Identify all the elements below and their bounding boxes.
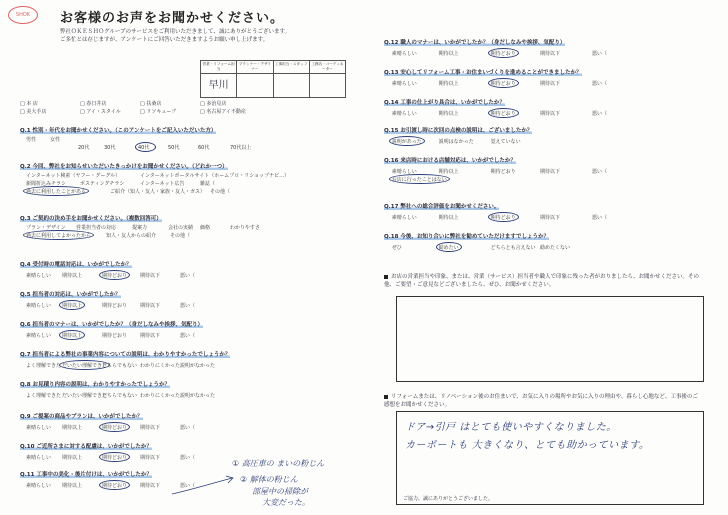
question-label: Q.8 お見積り内容の説明は、わかりやすかったでしょうか？ <box>20 382 171 388</box>
left-question-4 <box>20 290 360 298</box>
question-label: Q.13 安心してリフォーム工事・お住まいづくりを進めることができましたか？ <box>384 70 582 76</box>
answer-option[interactable]: 説明があった <box>391 139 422 145</box>
left-question-9 <box>20 442 360 450</box>
bullet-icon <box>384 395 388 399</box>
answer-option[interactable]: よく理解できた <box>26 363 62 369</box>
answer-option[interactable]: 素晴らしい <box>391 215 417 221</box>
answer-option[interactable]: 期待どおり <box>102 483 128 489</box>
answer-option[interactable]: 期待以上 <box>62 273 83 279</box>
selected-answer-circle <box>99 452 130 462</box>
left-question-6 <box>20 350 360 358</box>
answer-option[interactable]: 期待以上 <box>62 483 83 489</box>
answer-option[interactable]: 期待以下 <box>140 483 161 489</box>
answer-option[interactable]: 期待以下 <box>140 303 161 309</box>
answer-option[interactable]: 女性 <box>50 137 61 143</box>
answer-option[interactable]: 期待どおり <box>102 425 128 431</box>
question-label: Q.7 担当者による弊社の事業内容についての説明は、わかりやすかったでしょうか？ <box>20 352 231 358</box>
comment-handwriting-line-2: カーポートも 大きくなり、とても助かっています。 <box>405 440 650 451</box>
answer-option[interactable]: 会社の実績 <box>168 225 194 231</box>
question-label: Q.5 担当者の対応は、いかがでしたか？ <box>20 292 121 298</box>
answer-option[interactable]: 悪い（ <box>180 303 196 309</box>
shop-checkbox[interactable]: □ 扶桑店 <box>140 100 200 108</box>
staff-signature: 早川 <box>201 74 237 98</box>
shop-checkbox[interactable]: □ 多治見店 <box>200 100 280 108</box>
question-label: Q.12 職人のマナーは、いかがでしたか？（身だしなみや挨拶、気配り） <box>384 40 566 46</box>
question-label: Q.1 性別・年代をお聞かせください。（このアンケートをご記入いただいた方） <box>20 128 217 134</box>
answer-option[interactable]: 素晴らしい <box>26 425 52 431</box>
left-question-1 <box>20 162 360 170</box>
staff-cell <box>310 74 345 98</box>
arrow-annotation <box>170 470 240 500</box>
answer-option[interactable]: 素晴らしい <box>26 303 52 309</box>
answer-option[interactable]: 期待以上 <box>438 169 459 175</box>
received-stamp: SHOK <box>8 6 38 24</box>
answer-option[interactable]: わかりやすさ <box>230 225 261 231</box>
staff-header: 営業・リフォーム担当 <box>201 61 237 73</box>
question-label: Q.18 今後、お知り合いに弊社を勧めていただけますでしょうか？ <box>384 234 550 240</box>
thanks-text: ご協力、誠にありがとうございました。 <box>403 496 494 502</box>
answer-option[interactable]: 素晴らしい <box>26 333 52 339</box>
answer-option[interactable]: 期待以上 <box>62 303 83 309</box>
selected-answer-circle <box>59 300 85 310</box>
answer-option[interactable]: インターネット検索（ヤフー・グーグル） <box>26 173 121 179</box>
answer-option[interactable]: 悪い（ <box>592 81 608 87</box>
selected-answer-circle <box>99 270 130 280</box>
shop-checkbox[interactable]: □ アイ・スタイル <box>80 108 140 116</box>
answer-option[interactable]: 覚えていない <box>490 139 521 145</box>
answer-option[interactable]: どちらでもない <box>102 363 137 369</box>
margin-note-line-2: ② 解体の粉じん <box>240 475 298 484</box>
selected-answer-circle <box>59 330 85 340</box>
question-label: Q.11 工事中の美化・後片付けは、いかがでしたか？ <box>20 472 152 478</box>
answer-option[interactable]: 知人・友人からの紹介 <box>106 233 157 239</box>
selected-answer-circle <box>23 230 94 240</box>
answer-option[interactable]: 期待以上 <box>438 51 459 57</box>
left-question-2 <box>20 214 360 222</box>
answer-option[interactable]: 悪い（ <box>180 455 196 461</box>
answer-option[interactable]: 勧めたい <box>438 245 459 251</box>
selected-answer-circle <box>99 422 130 432</box>
answer-option[interactable]: ぜひ <box>391 245 402 251</box>
page-title: お客様のお声をお聞かせください。 <box>60 11 285 26</box>
comment-1-label: お店の営業担当や印象、または、営業（サービス）担当者や職人で印象に残った者がおりましたら、お聞かせください。その他、ご要望・ご意見などございましたら、ぜひ、お聞かせください。 <box>384 274 700 288</box>
comment-2-box[interactable] <box>396 411 704 505</box>
answer-option[interactable]: 期待以下 <box>540 111 561 117</box>
answer-option[interactable]: 期待以下 <box>140 455 161 461</box>
answer-option[interactable]: 過去に利用したことがある <box>26 189 87 195</box>
margin-note-line-4: 大変だった。 <box>262 498 310 507</box>
right-question-2 <box>384 98 714 106</box>
left-question-7 <box>20 380 360 388</box>
margin-note-line-3: 部屋中の掃除が <box>252 487 308 496</box>
answer-option[interactable]: 素晴らしい <box>26 455 52 461</box>
answer-option[interactable]: 期待以上 <box>438 81 459 87</box>
question-label: Q.9 ご提案の商品やプランは、いかがでしたか？ <box>20 414 143 420</box>
answer-option[interactable]: 期待どおり <box>102 273 128 279</box>
question-label: Q.4 受付時の電話対応は、いかがでしたか？ <box>20 262 132 268</box>
intro-line-1: 弊社ＯＫＥＳＨＯグループのサービスをご利用いただきまして、誠にありがとうございます。 <box>60 29 291 35</box>
answer-option[interactable]: 期待どおり <box>490 81 516 87</box>
selected-answer-circle <box>389 136 425 146</box>
answer-option[interactable]: わかりにくかった <box>140 393 181 399</box>
answer-option[interactable]: その他（ <box>170 233 191 239</box>
answer-option[interactable]: 価格 <box>200 225 211 231</box>
answer-option[interactable]: インターネットポータルサイト（ホームプロ・リショップナビ…） <box>140 173 290 179</box>
bullet-icon <box>384 275 388 279</box>
answer-option[interactable]: 期待どおり <box>490 51 516 57</box>
selected-answer-circle <box>488 48 519 58</box>
answer-option[interactable]: よく理解できた <box>26 393 62 399</box>
comment-2-label: リフォームまたは、リノベーション後のお住まいで、お気に入りの場所やお気に入りの理由や、暮らし心地など、工事後のご感想をお聞かせください。 <box>384 394 698 408</box>
answer-option[interactable]: 悪い（ <box>592 169 608 175</box>
question-label: Q.17 弊社への総合評価をお聞かせください。 <box>384 204 500 210</box>
answer-option[interactable]: わかりにくかった <box>140 363 181 369</box>
answer-option[interactable]: ポスティングチラシ <box>80 181 125 187</box>
arrow-line <box>172 478 232 494</box>
answer-option[interactable]: 期待どおり <box>102 455 128 461</box>
answer-option[interactable]: 30代 <box>104 145 116 151</box>
staff-header: 工務店・コーディネーター <box>311 62 344 71</box>
right-question-1 <box>384 68 714 76</box>
answer-option[interactable]: 雑誌（ <box>200 181 216 187</box>
answer-option[interactable]: 期待以下 <box>540 81 561 87</box>
right-question-5 <box>384 202 714 210</box>
right-question-6 <box>384 232 714 240</box>
left-question-8 <box>20 412 360 420</box>
margin-note-line-1: ① 高圧車の まいの粉じん <box>232 459 325 468</box>
shop-checklist <box>20 100 320 116</box>
answer-option[interactable]: 勧めたくない <box>540 245 571 251</box>
question-label: Q.15 お引渡し時に次回の点検の説明は、ございましたか？ <box>384 128 533 134</box>
staff-header: プランナー・デザイナー <box>237 61 273 73</box>
comment-handwriting-line-1: ドア→引戸 はとても使いやすくなりました。 <box>405 422 617 433</box>
selected-answer-circle <box>23 186 89 196</box>
answer-option[interactable]: ご紹介（知人・友人・家族・友人・ガス） <box>110 189 206 195</box>
answer-option[interactable]: 期待どおり <box>102 333 128 339</box>
selected-answer-circle <box>436 242 462 252</box>
answer-option[interactable]: 期待以上 <box>62 455 83 461</box>
staff-table <box>200 60 346 98</box>
answer-option[interactable]: どちらとも言えない <box>490 245 536 251</box>
left-question-0 <box>20 126 360 134</box>
answer-option[interactable]: 過去に利用してよかったから <box>26 233 92 239</box>
shop-checkbox[interactable]: □ リソキューブ <box>140 108 200 116</box>
selected-answer-circle <box>488 78 519 88</box>
answer-option[interactable]: 提案力 <box>132 225 148 231</box>
answer-option[interactable]: 期待以下 <box>140 273 161 279</box>
selected-answer-circle <box>488 108 519 118</box>
answer-option[interactable]: 悪い（ <box>592 51 608 57</box>
question-label: Q.16 来店時における店舗対応は、いかがでしたか？ <box>384 158 516 164</box>
answer-option[interactable]: 悪い（ <box>592 111 608 117</box>
answer-option[interactable]: 悪い（ <box>180 483 196 489</box>
answer-option[interactable]: 素晴らしい <box>391 169 417 175</box>
question-label: Q.2 今回、弊社をお知らせいただいたきっかけをお聞かせください。（どれか一つ） <box>20 164 228 170</box>
answer-option[interactable]: 男性 <box>26 137 37 143</box>
answer-option[interactable]: 素晴らしい <box>26 273 52 279</box>
shop-checkbox[interactable]: □ 名古屋アイ不動産 <box>200 108 280 116</box>
answer-option[interactable]: プラン・デザイン <box>26 225 66 231</box>
shop-checkbox[interactable]: □ 美大手店 <box>20 108 80 116</box>
question-label: Q.10 ご近所さまに対する配慮は、いかがでしたか？ <box>20 444 152 450</box>
answer-option[interactable]: 期待以下 <box>140 425 161 431</box>
answer-option[interactable]: 素晴らしい <box>391 111 417 117</box>
answer-option[interactable]: 期待どおり <box>102 303 128 309</box>
answer-option[interactable]: 説明がなかった <box>180 393 216 399</box>
answer-option[interactable]: お店に行ったことはない <box>391 177 447 183</box>
answer-option[interactable]: 営業担当者の対応 <box>76 225 117 231</box>
answer-option[interactable]: 期待以上 <box>438 215 459 221</box>
answer-option[interactable]: 期待以下 <box>540 51 561 57</box>
selected-answer-circle <box>488 212 519 222</box>
answer-option[interactable]: 素晴らしい <box>26 483 52 489</box>
answer-option[interactable]: 期待以上 <box>62 425 83 431</box>
answer-option[interactable]: 素晴らしい <box>391 51 417 57</box>
right-question-4 <box>384 156 714 164</box>
answer-option[interactable]: 悪い（ <box>592 215 608 221</box>
answer-option[interactable]: 悪い（ <box>180 425 196 431</box>
answer-option[interactable]: 期待どおり <box>490 111 516 117</box>
question-label: Q.3 ご契約の決め手をお聞かせください。（複数回答可） <box>20 216 162 222</box>
shop-checkbox[interactable]: □ 春日井店 <box>80 100 140 108</box>
answer-option[interactable]: 素晴らしい <box>391 81 417 87</box>
right-question-3 <box>384 126 714 134</box>
answer-option[interactable]: その他（ <box>210 189 231 195</box>
left-question-3 <box>20 260 360 268</box>
staff-cell <box>237 74 273 98</box>
answer-option[interactable]: どちらでもない <box>102 393 137 399</box>
answer-option[interactable]: 新聞折込みチラシ <box>26 181 67 187</box>
answer-option[interactable]: 60代 <box>198 145 210 151</box>
answer-option[interactable]: 期待以上 <box>438 111 459 117</box>
answer-option[interactable]: 20代 <box>78 145 90 151</box>
answer-option[interactable]: だいたい理解できた <box>62 363 108 369</box>
answer-option[interactable]: 期待以上 <box>62 333 83 339</box>
left-question-5 <box>20 320 360 328</box>
selected-answer-circle <box>99 480 130 490</box>
selected-answer-circle <box>135 142 156 152</box>
staff-header: 工事担当・スタッフ <box>274 61 310 73</box>
answer-option[interactable]: だいたい理解できた <box>62 393 108 399</box>
answer-option[interactable]: 説明がなかった <box>180 363 216 369</box>
intro-line-2: ご多忙とは存じますが、アンケートにご回答いただきますようお願い申し上げます。 <box>60 37 269 43</box>
question-label: Q.14 工事の仕上がり具合は、いかがでしたか？ <box>384 100 505 106</box>
intro-text <box>60 28 350 44</box>
answer-option[interactable]: 期待どおり <box>490 215 516 221</box>
answer-option[interactable]: 期待以下 <box>540 215 561 221</box>
staff-cell <box>274 74 310 98</box>
answer-option[interactable]: 40代 <box>138 145 150 151</box>
answer-option[interactable]: 期待以下 <box>540 169 561 175</box>
selected-answer-circle <box>389 174 450 184</box>
answer-option[interactable]: 説明はなかった <box>438 139 474 145</box>
answer-option[interactable]: 期待どおり <box>490 169 516 175</box>
right-question-0 <box>384 38 714 46</box>
answer-option[interactable]: 悪い（ <box>180 273 196 279</box>
answer-option[interactable]: 悪い（ <box>180 333 196 339</box>
shop-checkbox[interactable]: □ 本 店 <box>20 100 80 108</box>
comment-1-box[interactable] <box>396 296 704 382</box>
answer-option[interactable]: 50代 <box>168 145 180 151</box>
answer-option[interactable]: 70代以上 <box>230 145 252 151</box>
answer-option[interactable]: インターネット広告 <box>140 181 185 187</box>
answer-option[interactable]: 期待以下 <box>140 333 161 339</box>
question-label: Q.6 担当者のマナーは、いかがでしたか？（身だしなみや挨拶、気配り） <box>20 322 204 328</box>
